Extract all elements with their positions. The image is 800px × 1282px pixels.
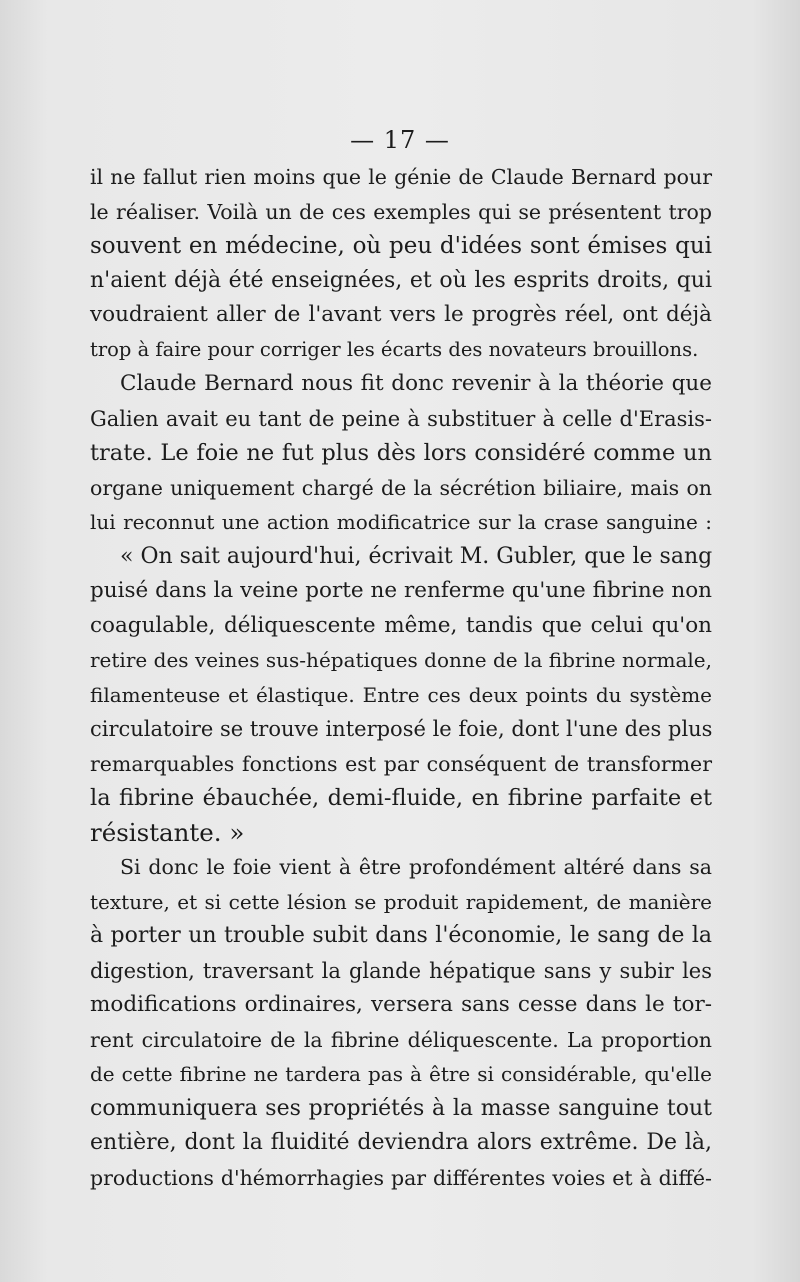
text-line: filamenteuse et élastique. Entre ces deux points du système <box>90 682 712 707</box>
text-line: communiquera ses propriétés à la masse sanguine tout <box>90 1095 712 1121</box>
text-line: le réaliser. Voilà un de ces exemples qui se présentent trop <box>90 199 712 224</box>
text-line: trop à faire pour corriger les écarts des novateurs brouillons. <box>90 337 699 361</box>
text-line: entière, dont la fluidité deviendra alors extrême. De là, <box>90 1130 712 1155</box>
text-line: retire des veines sus-hépatiques donne de la fibrine normale, <box>90 648 712 672</box>
text-line: de cette fibrine ne tardera pas à être si considérable, qu'elle <box>90 1062 712 1086</box>
text-line: trate. Le foie ne fut plus dès lors considéré comme un <box>90 440 712 466</box>
text-line: résistante. » <box>90 817 245 847</box>
text-line: la fibrine ébauchée, demi-fluide, en fibrine parfaite et <box>90 785 712 811</box>
text-line: productions d'hémorrhagies par différentes voies et à diffé- <box>90 1165 712 1190</box>
text-line: puisé dans la veine porte ne renferme qu'une fibrine non <box>90 578 712 603</box>
body-text <box>90 160 712 1195</box>
text-line: Si donc le foie vient à être profondément altéré dans sa <box>120 855 712 879</box>
text-line: Claude Bernard nous fit donc revenir à la théorie que <box>120 371 712 396</box>
text-line: il ne fallut rien moins que le génie de Claude Bernard pour <box>90 165 712 189</box>
text-line: organe uniquement chargé de la sécrétion biliaire, mais on <box>90 475 712 500</box>
text-line: coagulable, déliquescente même, tandis que celui qu'on <box>90 612 712 638</box>
text-line: Galien avait eu tant de peine à substituer à celle d'Erasis- <box>90 406 712 431</box>
text-line: remarquables fonctions est par conséquent de transformer <box>90 751 712 776</box>
text-line: rent circulatoire de la fibrine déliquescente. La proportion <box>90 1027 712 1052</box>
text-line: texture, et si cette lésion se produit rapidement, de manière <box>90 889 712 914</box>
text-line: digestion, traversant la glande hépatique sans y subir les <box>90 958 712 983</box>
text-line: voudraient aller de l'avant vers le progrès réel, ont déjà <box>90 302 712 327</box>
text-line: souvent en médecine, où peu d'idées sont émises qui <box>90 233 712 259</box>
text-line: à porter un trouble subit dans l'économie, le sang de la <box>90 923 712 948</box>
text-line: circulatoire se trouve interposé le foie, dont l'une des plus <box>90 717 713 741</box>
page-number: — 17 — <box>350 126 450 154</box>
text-line: n'aient déjà été enseignées, et où les esprits droits, qui <box>90 267 712 293</box>
text-line: lui reconnut une action modificatrice sur la crase sanguine : <box>90 510 712 534</box>
text-line: modifications ordinaires, versera sans cesse dans le tor- <box>90 992 712 1017</box>
text-line: « On sait aujourd'hui, écrivait M. Gubler, que le sang <box>120 543 713 569</box>
